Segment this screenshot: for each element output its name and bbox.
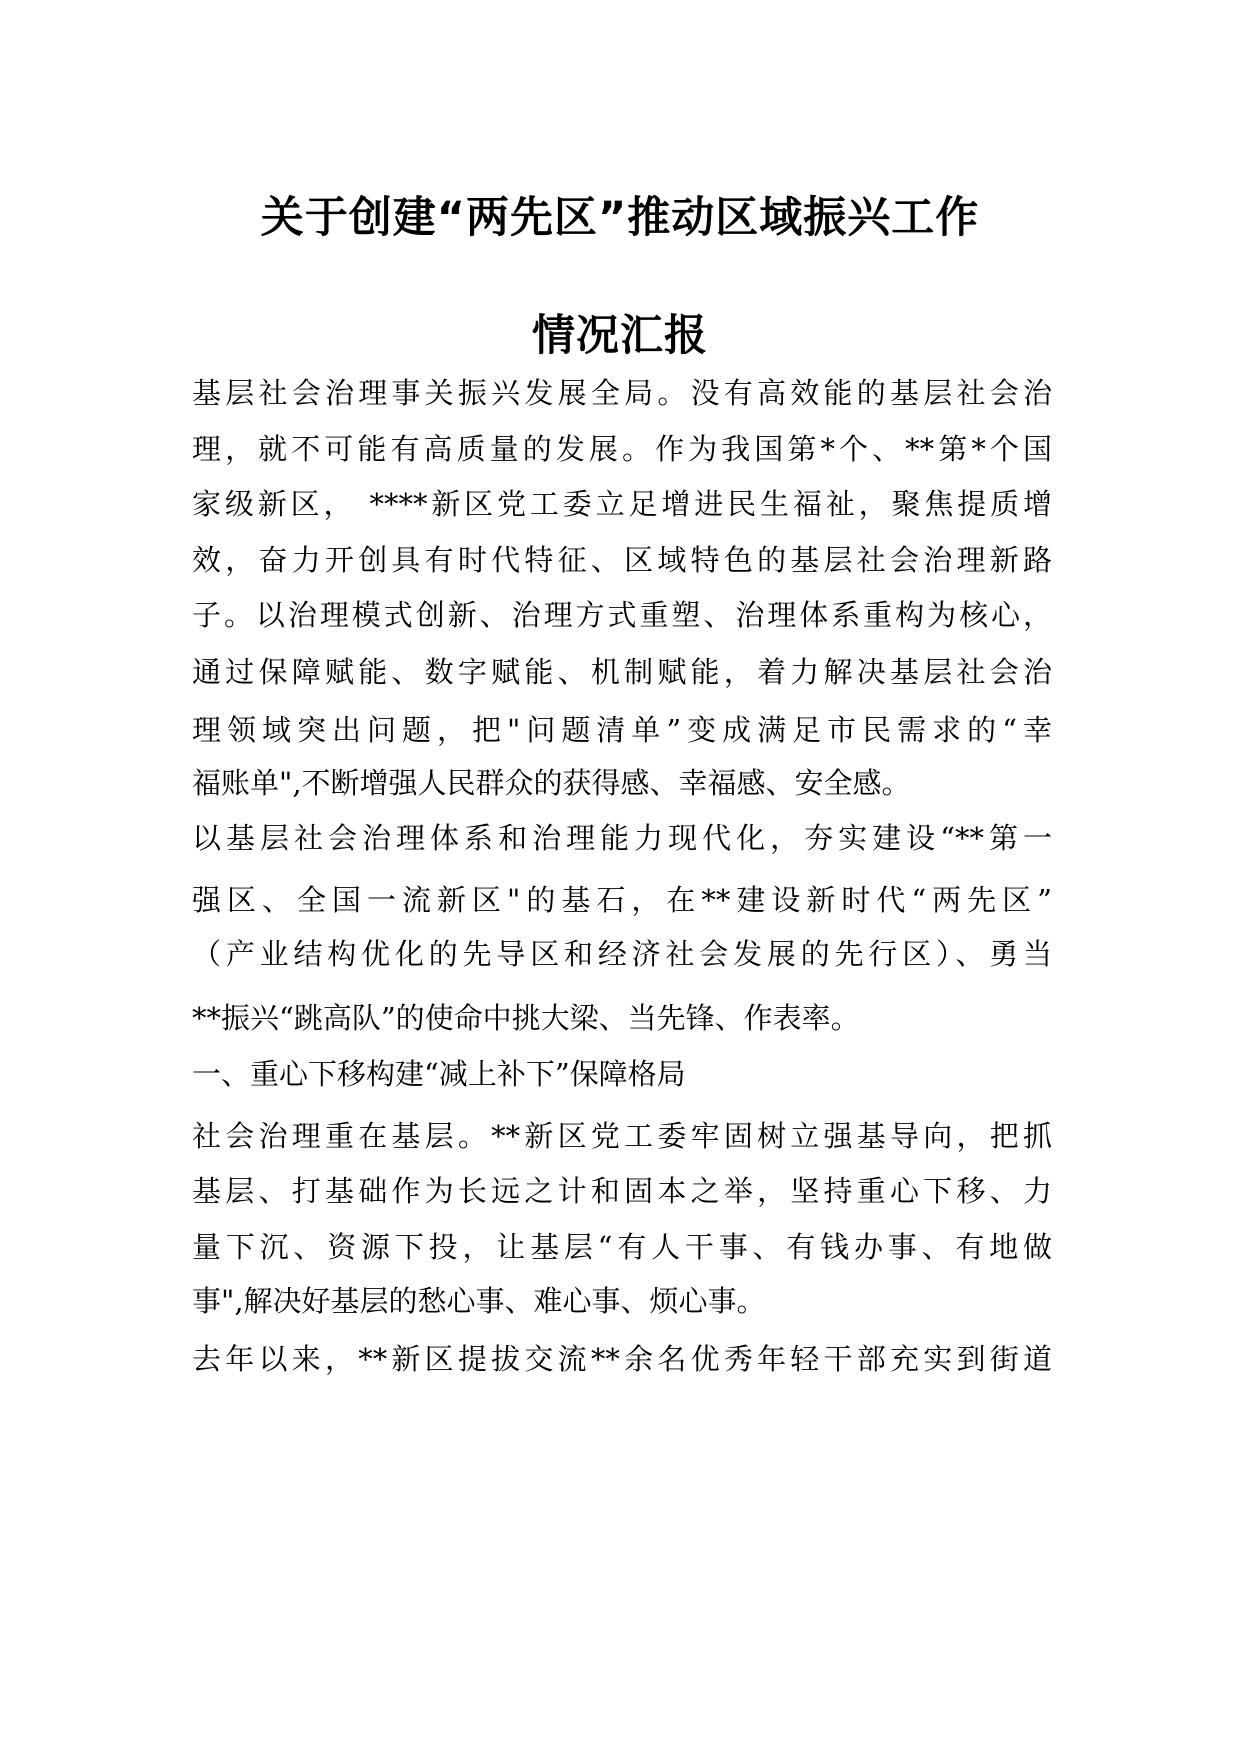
body-line: 福账单",不断增强人民群众的获得感、幸福感、安全感。 — [192, 766, 911, 800]
section-heading: 一、重心下移构建“减上补下”保障格局 — [192, 1057, 686, 1091]
document-title-line-1: 关于创建“两先区”推动区域振兴工作 — [260, 193, 980, 243]
body-line: 效，奋力开创具有时代特征、区域特色的基层社会治理新路 — [192, 543, 1052, 577]
body-line: **振兴“跳高队”的使命中挑大梁、当先锋、作表率。 — [192, 1001, 860, 1035]
body-line: 事",解决好基层的愁心事、难心事、烦心事。 — [192, 1284, 766, 1318]
body-line: 以基层社会治理体系和治理能力现代化，夯实建设“**第一 — [192, 821, 1052, 855]
body-line: 基层、打基础作为长远之计和固本之举，坚持重心下移、力 — [192, 1174, 1052, 1208]
body-line: （产业结构优化的先导区和经济社会发展的先行区）、勇当 — [192, 937, 1052, 971]
body-line: 理，就不可能有高质量的发展。作为我国第*个、**第*个国 — [192, 432, 1052, 466]
body-line: 子。以治理模式创新、治理方式重塑、治理体系重构为核心， — [192, 598, 1052, 632]
body-line: 家级新区， ****新区党工委立足增进民生福祉，聚焦提质增 — [192, 487, 1052, 521]
body-line: 基层社会治理事关振兴发展全局。没有高效能的基层社会治 — [192, 376, 1052, 410]
body-line: 去年以来，**新区提拔交流**余名优秀年轻干部充实到街道 — [192, 1342, 1052, 1376]
body-line: 强区、全国一流新区"的基石，在**建设新时代“两先区” — [192, 883, 1052, 917]
body-line: 通过保障赋能、数字赋能、机制赋能，着力解决基层社会治 — [192, 655, 1052, 689]
body-line: 理领域突出问题，把"问题清单”变成满足市民需求的“幸 — [192, 713, 1052, 747]
body-line: 量下沉、资源下投，让基层“有人干事、有钱办事、有地做 — [192, 1230, 1052, 1264]
body-line: 社会治理重在基层。**新区党工委牢固树立强基导向，把抓 — [192, 1119, 1052, 1153]
document-title-line-2: 情况汇报 — [532, 311, 708, 361]
